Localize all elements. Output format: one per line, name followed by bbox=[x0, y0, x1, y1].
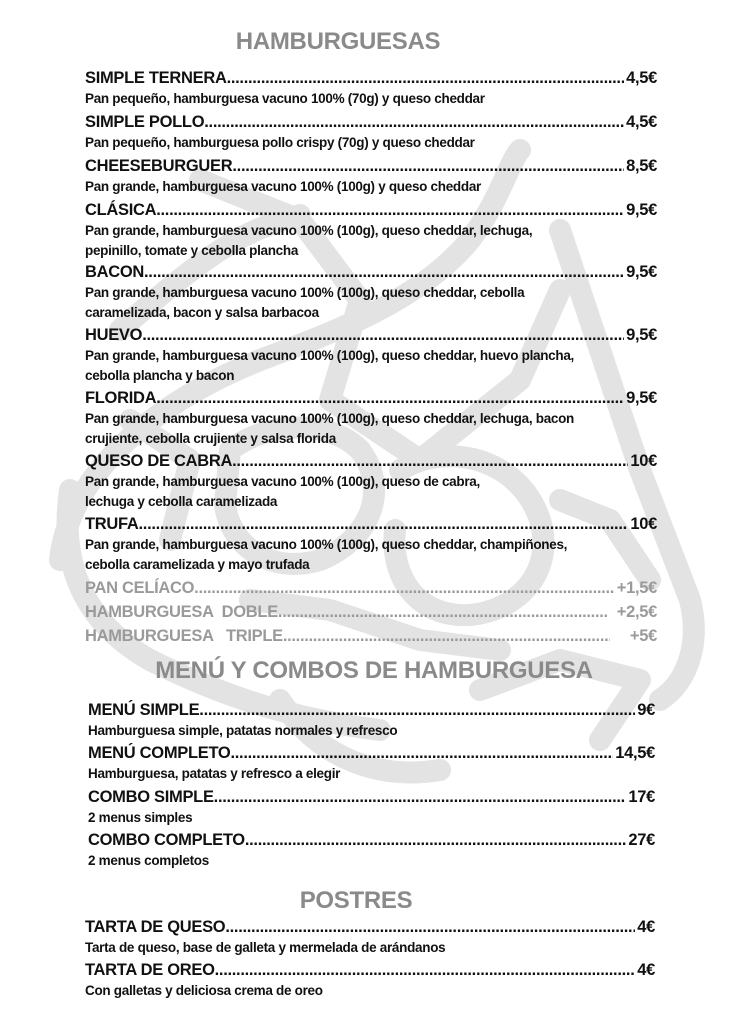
extra-name: PAN CELÍACO bbox=[85, 579, 195, 597]
item-name: FLORIDA bbox=[85, 389, 157, 407]
burger-item bbox=[85, 261, 657, 283]
leader-dots bbox=[139, 513, 629, 535]
item-price: 17€ bbox=[628, 788, 655, 806]
item-price: 9,5€ bbox=[626, 389, 657, 407]
item-name: MENÚ SIMPLE bbox=[88, 701, 200, 719]
item-price: 9,5€ bbox=[626, 326, 657, 344]
leader-dots bbox=[214, 786, 627, 808]
burger-item bbox=[85, 199, 657, 221]
item-name: COMBO COMPLETO bbox=[88, 831, 245, 849]
section-title-postres: POSTRES bbox=[299, 887, 413, 914]
item-description: lechuga y cebolla caramelizada bbox=[85, 494, 278, 509]
item-price: 27€ bbox=[628, 831, 655, 849]
leader-dots bbox=[245, 829, 627, 851]
extra-price: +5€ bbox=[629, 627, 657, 645]
item-description: Pan pequeño, hamburguesa pollo crispy (70g) y queso cheddar bbox=[85, 135, 475, 150]
item-name: BACON bbox=[85, 263, 144, 281]
burger-item bbox=[85, 111, 657, 133]
leader-dots bbox=[232, 155, 624, 177]
section-title-menus: MENÚ Y COMBOS DE HAMBURGUESA bbox=[155, 657, 593, 684]
burger-item bbox=[85, 450, 657, 472]
item-description: crujiente, cebolla crujiente y salsa florida bbox=[85, 431, 336, 446]
item-description: cebolla caramelizada y mayo trufada bbox=[85, 557, 310, 572]
item-description: Tarta de queso, base de galleta y mermelada de arándanos bbox=[85, 940, 446, 955]
leader-dots bbox=[232, 450, 628, 472]
item-name: HUEVO bbox=[85, 326, 143, 344]
leader-dots bbox=[283, 625, 610, 647]
item-description: Pan grande, hamburguesa vacuno 100% (100g), queso cheddar, cebolla bbox=[85, 285, 525, 300]
item-price: 4,5€ bbox=[626, 69, 657, 87]
item-price: 4,5€ bbox=[626, 113, 657, 131]
leader-dots bbox=[156, 387, 624, 409]
item-price: 10€ bbox=[630, 515, 657, 533]
leader-dots bbox=[194, 577, 615, 599]
item-price: 10€ bbox=[630, 452, 657, 470]
leader-dots bbox=[204, 111, 624, 133]
leader-dots bbox=[230, 742, 613, 764]
leader-dots bbox=[144, 261, 624, 283]
extra-name: HAMBURGUESA DOBLE bbox=[85, 603, 278, 621]
dessert-item bbox=[85, 959, 655, 981]
item-description: 2 menus completos bbox=[88, 853, 209, 868]
item-description: Con galletas y deliciosa crema de oreo bbox=[85, 983, 323, 998]
item-name: CLÁSICA bbox=[85, 201, 157, 219]
item-description: Pan grande, hamburguesa vacuno 100% (100g), queso cheddar, lechuga, bacon bbox=[85, 411, 574, 426]
item-description: Hamburguesa, patatas y refresco a elegir bbox=[88, 766, 341, 781]
leader-dots bbox=[142, 324, 624, 346]
burger-item bbox=[85, 387, 657, 409]
item-price: 14,5€ bbox=[615, 744, 655, 762]
item-price: 4€ bbox=[637, 961, 655, 979]
menu-item bbox=[88, 742, 655, 764]
leader-dots bbox=[225, 916, 635, 938]
item-description: Hamburguesa simple, patatas normales y refresco bbox=[88, 723, 398, 738]
extra-row bbox=[85, 601, 657, 623]
item-price: 9€ bbox=[637, 701, 655, 719]
item-description: caramelizada, bacon y salsa barbacoa bbox=[85, 305, 319, 320]
burger-item bbox=[85, 67, 657, 89]
item-name: MENÚ COMPLETO bbox=[88, 744, 231, 762]
extra-price: +1,5€ bbox=[616, 579, 657, 597]
leader-dots bbox=[227, 67, 625, 89]
item-name: SIMPLE TERNERA bbox=[85, 69, 227, 87]
menu-item bbox=[88, 829, 655, 851]
leader-dots bbox=[199, 699, 635, 721]
burger-item bbox=[85, 155, 657, 177]
menu-item bbox=[88, 786, 655, 808]
extra-price: +2,5€ bbox=[616, 603, 657, 621]
section-title-hamburguesas: HAMBURGUESAS bbox=[235, 28, 441, 55]
item-price: 4€ bbox=[637, 918, 655, 936]
item-description: cebolla plancha y bacon bbox=[85, 368, 235, 383]
item-name: TARTA DE QUESO bbox=[85, 918, 226, 936]
burger-item bbox=[85, 513, 657, 535]
leader-dots bbox=[278, 601, 607, 623]
item-description: Pan pequeño, hamburguesa vacuno 100% (70g) y queso cheddar bbox=[85, 91, 485, 106]
item-price: 9,5€ bbox=[626, 263, 657, 281]
item-description: Pan grande, hamburguesa vacuno 100% (100g), queso cheddar, lechuga, bbox=[85, 223, 533, 238]
item-name: TRUFA bbox=[85, 515, 139, 533]
extra-name: HAMBURGUESA TRIPLE bbox=[85, 627, 283, 645]
item-description: Pan grande, hamburguesa vacuno 100% (100g), queso cheddar, champiñones, bbox=[85, 537, 568, 552]
leader-dots bbox=[215, 959, 636, 981]
item-price: 8,5€ bbox=[626, 157, 657, 175]
dessert-item bbox=[85, 916, 655, 938]
item-description: Pan grande, hamburguesa vacuno 100% (100g) y queso cheddar bbox=[85, 179, 481, 194]
item-name: COMBO SIMPLE bbox=[88, 788, 214, 806]
item-price: 9,5€ bbox=[626, 201, 657, 219]
extra-row bbox=[85, 577, 657, 599]
item-name: SIMPLE POLLO bbox=[85, 113, 205, 131]
item-name: CHEESEBURGUER bbox=[85, 157, 233, 175]
item-name: QUESO DE CABRA bbox=[85, 452, 233, 470]
menu-item bbox=[88, 699, 655, 721]
item-description: Pan grande, hamburguesa vacuno 100% (100g), queso cheddar, huevo plancha, bbox=[85, 348, 574, 363]
item-description: 2 menus simples bbox=[88, 810, 193, 825]
leader-dots bbox=[156, 199, 624, 221]
extra-row bbox=[85, 625, 657, 647]
item-name: TARTA DE OREO bbox=[85, 961, 215, 979]
item-description: pepinillo, tomate y cebolla plancha bbox=[85, 243, 299, 258]
item-description: Pan grande, hamburguesa vacuno 100% (100g), queso de cabra, bbox=[85, 474, 480, 489]
burger-item bbox=[85, 324, 657, 346]
